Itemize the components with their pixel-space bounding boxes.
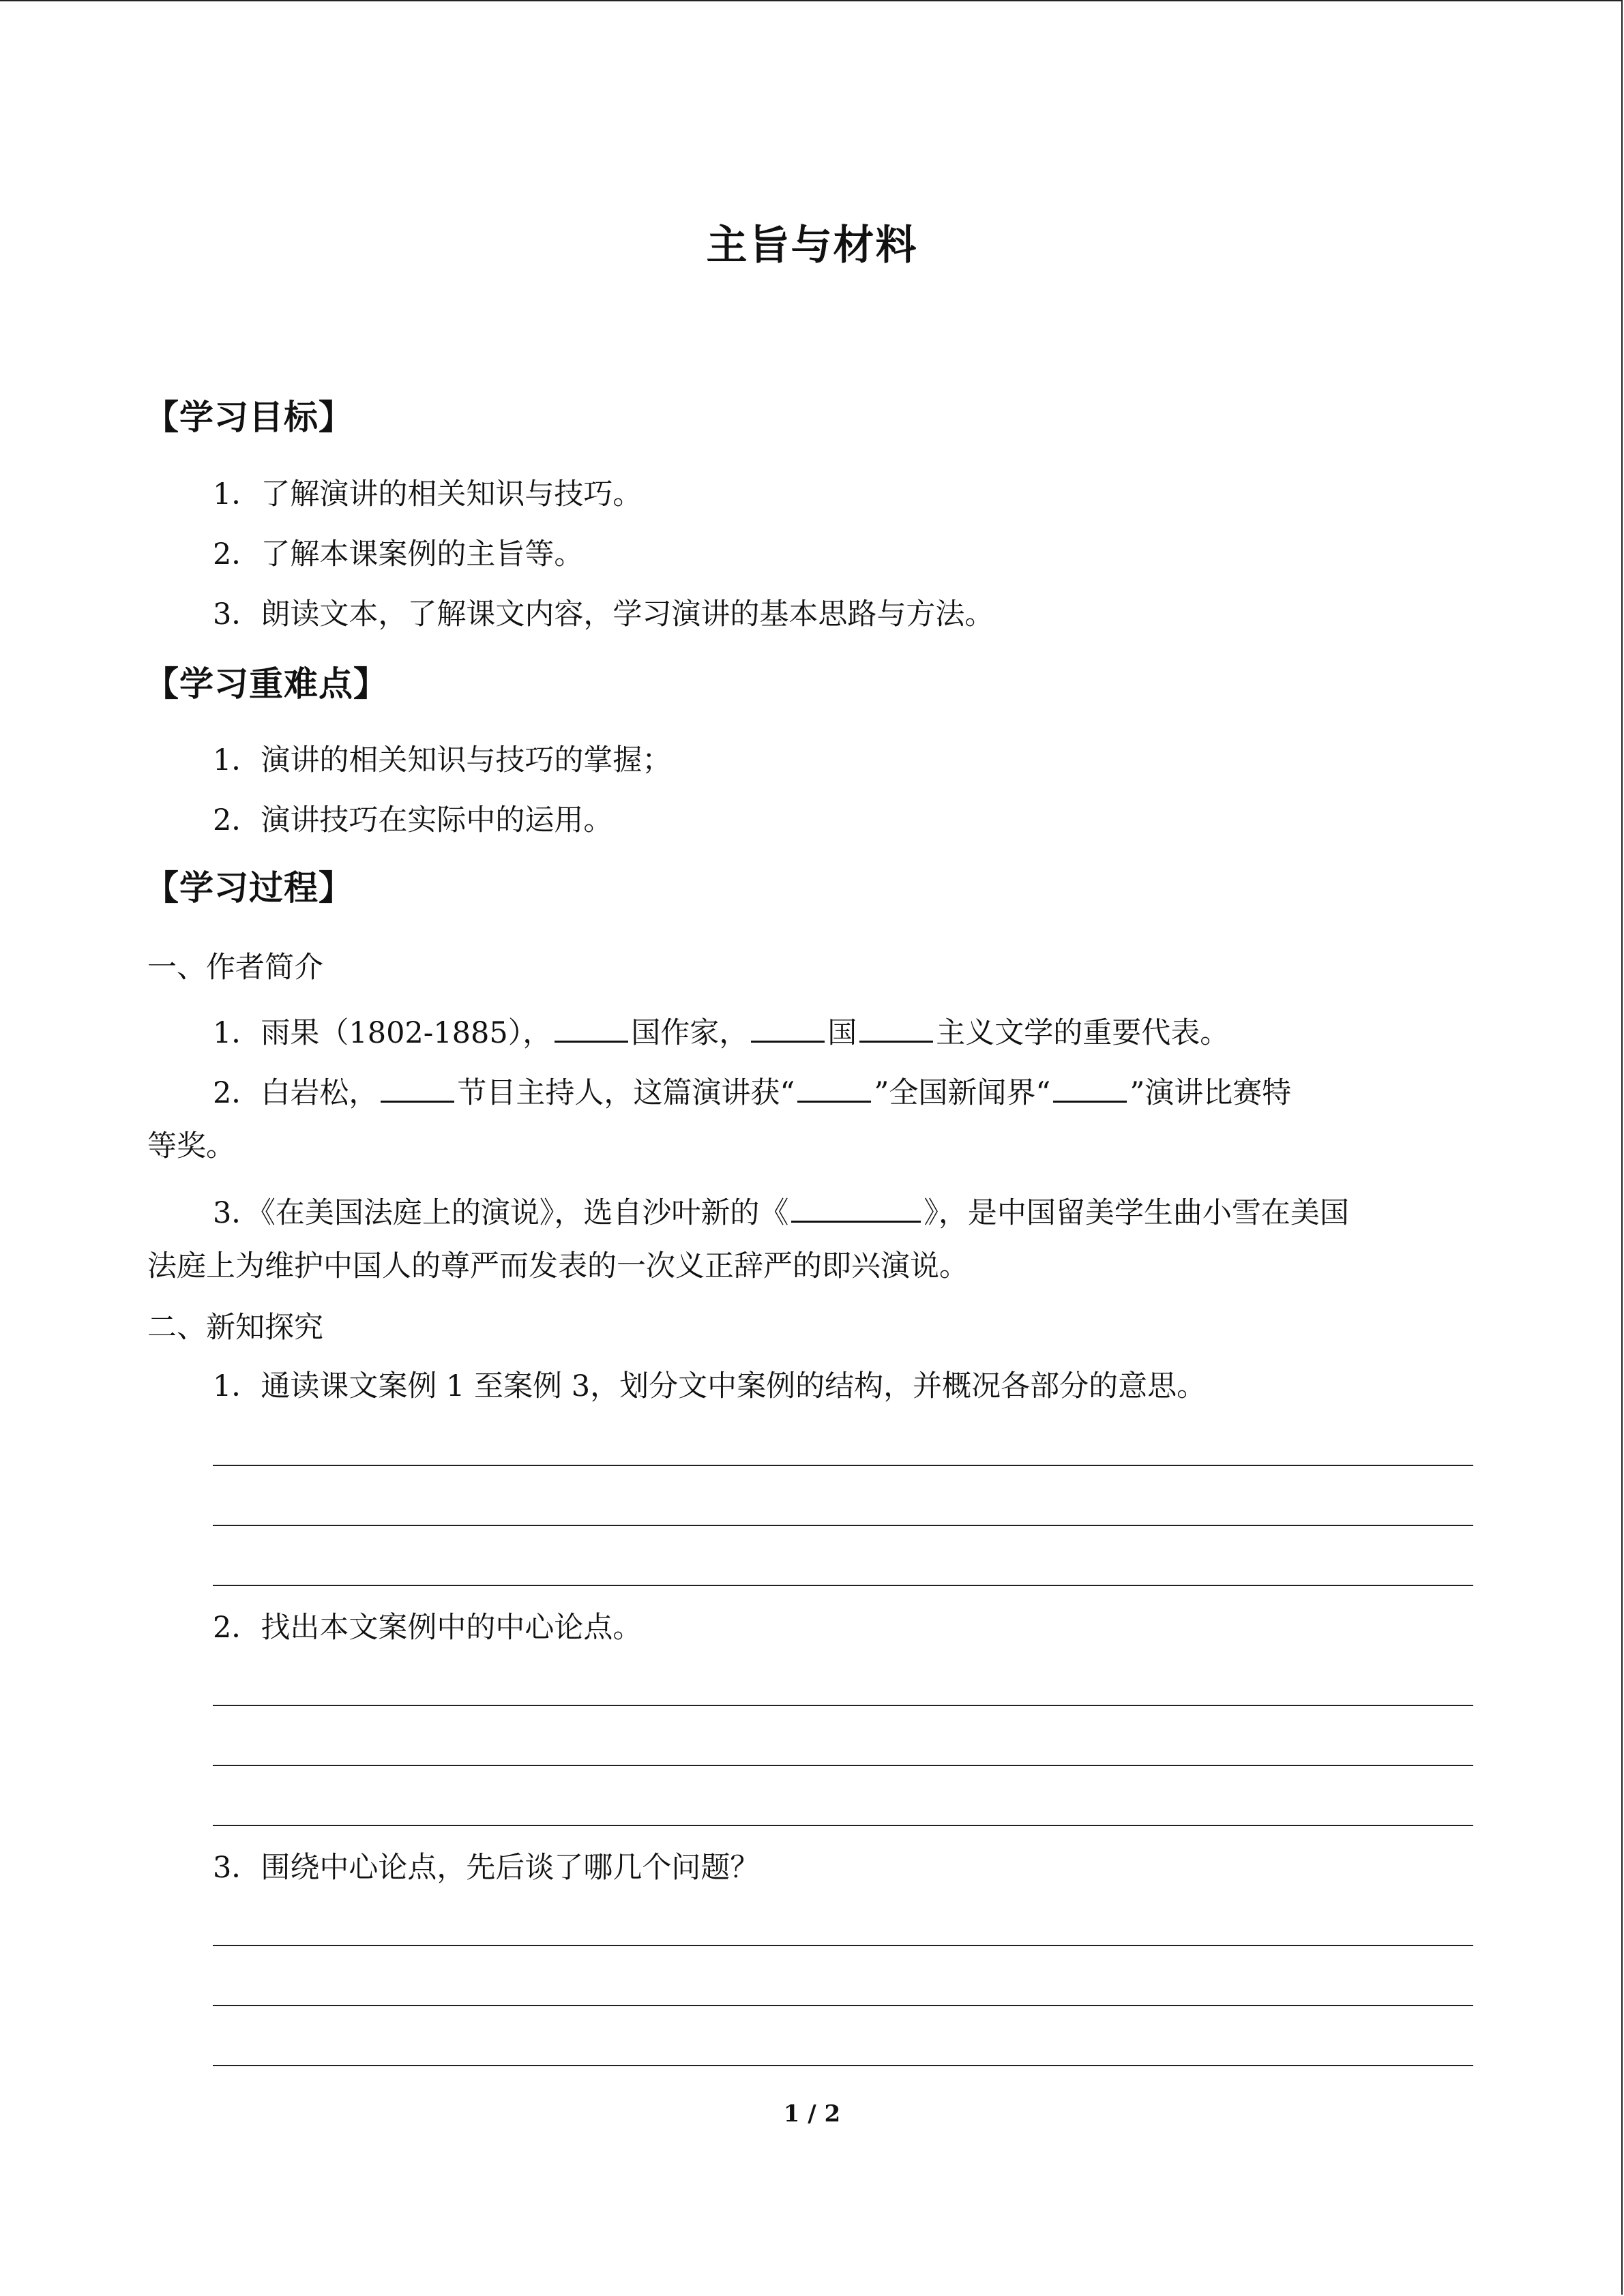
page-title: 主旨与材料 bbox=[706, 222, 918, 269]
author-question-2 bbox=[213, 1073, 1291, 1108]
author-question-1 bbox=[213, 1013, 1229, 1048]
fill-blank[interactable] bbox=[1053, 1073, 1127, 1103]
key-point-item-1: 1．演讲的相关知识与技巧的掌握； bbox=[213, 743, 672, 777]
fill-blank[interactable] bbox=[859, 1013, 933, 1043]
q2-text-b: 节目主持人，这篇演讲获“ bbox=[457, 1076, 795, 1110]
explore-question-1: 1．通读课文案例 1 至案例 3，划分文中案例的结构，并概况各部分的意思。 bbox=[213, 1369, 1207, 1403]
answer-line[interactable] bbox=[213, 1525, 1473, 1526]
q2-text-c: ”全国新闻界“ bbox=[874, 1076, 1051, 1110]
author-question-3 bbox=[213, 1193, 1349, 1228]
q2-text-a: 2．白岩松， bbox=[213, 1076, 379, 1110]
answer-line[interactable] bbox=[213, 1465, 1473, 1466]
explore-question-3: 3．围绕中心论点，先后谈了哪几个问题？ bbox=[213, 1851, 760, 1885]
author-question-3-cont: 法庭上为维护中国人的尊严而发表的一次义正辞严的即兴演说。 bbox=[147, 1249, 969, 1283]
q1-text-b: 国作家， bbox=[631, 1016, 749, 1050]
answer-line[interactable] bbox=[213, 2005, 1473, 2006]
q3-text-a: 3．《在美国法庭上的演说》，选自沙叶新的《 bbox=[213, 1196, 789, 1230]
page-number: 1 / 2 bbox=[783, 2100, 841, 2128]
q2-text-d: ”演讲比赛特 bbox=[1130, 1076, 1292, 1110]
q3-text-b: 》，是中国留美学生曲小雪在美国 bbox=[924, 1196, 1349, 1230]
answer-line[interactable] bbox=[213, 1825, 1473, 1826]
process-heading: 【学习过程】 bbox=[145, 868, 353, 908]
fill-blank[interactable] bbox=[381, 1073, 454, 1103]
new-knowledge-heading: 二、新知探究 bbox=[147, 1311, 323, 1345]
answer-line[interactable] bbox=[213, 1765, 1473, 1766]
objective-item-1: 1．了解演讲的相关知识与技巧。 bbox=[213, 477, 643, 511]
fill-blank[interactable] bbox=[555, 1013, 628, 1043]
explore-question-2: 2．找出本文案例中的中心论点。 bbox=[213, 1611, 643, 1645]
fill-blank[interactable] bbox=[791, 1193, 921, 1223]
key-point-item-2: 2．演讲技巧在实际中的运用。 bbox=[213, 803, 613, 837]
q1-text-c: 国 bbox=[827, 1016, 857, 1050]
q1-text-d: 主义文学的重要代表。 bbox=[936, 1016, 1230, 1050]
key-points-heading: 【学习重难点】 bbox=[145, 664, 388, 704]
q1-text-a: 1．雨果（1802-1885）， bbox=[213, 1016, 552, 1050]
answer-line[interactable] bbox=[213, 1945, 1473, 1946]
author-intro-heading: 一、作者简介 bbox=[147, 951, 323, 985]
fill-blank[interactable] bbox=[751, 1013, 825, 1043]
fill-blank[interactable] bbox=[797, 1073, 871, 1103]
objectives-heading: 【学习目标】 bbox=[145, 398, 353, 437]
objective-item-3: 3．朗读文本，了解课文内容，学习演讲的基本思路与方法。 bbox=[213, 597, 994, 631]
answer-line[interactable] bbox=[213, 1585, 1473, 1586]
answer-line[interactable] bbox=[213, 2065, 1473, 2066]
author-question-2-cont: 等奖。 bbox=[147, 1129, 235, 1163]
objective-item-2: 2．了解本课案例的主旨等。 bbox=[213, 537, 584, 571]
answer-line[interactable] bbox=[213, 1705, 1473, 1706]
